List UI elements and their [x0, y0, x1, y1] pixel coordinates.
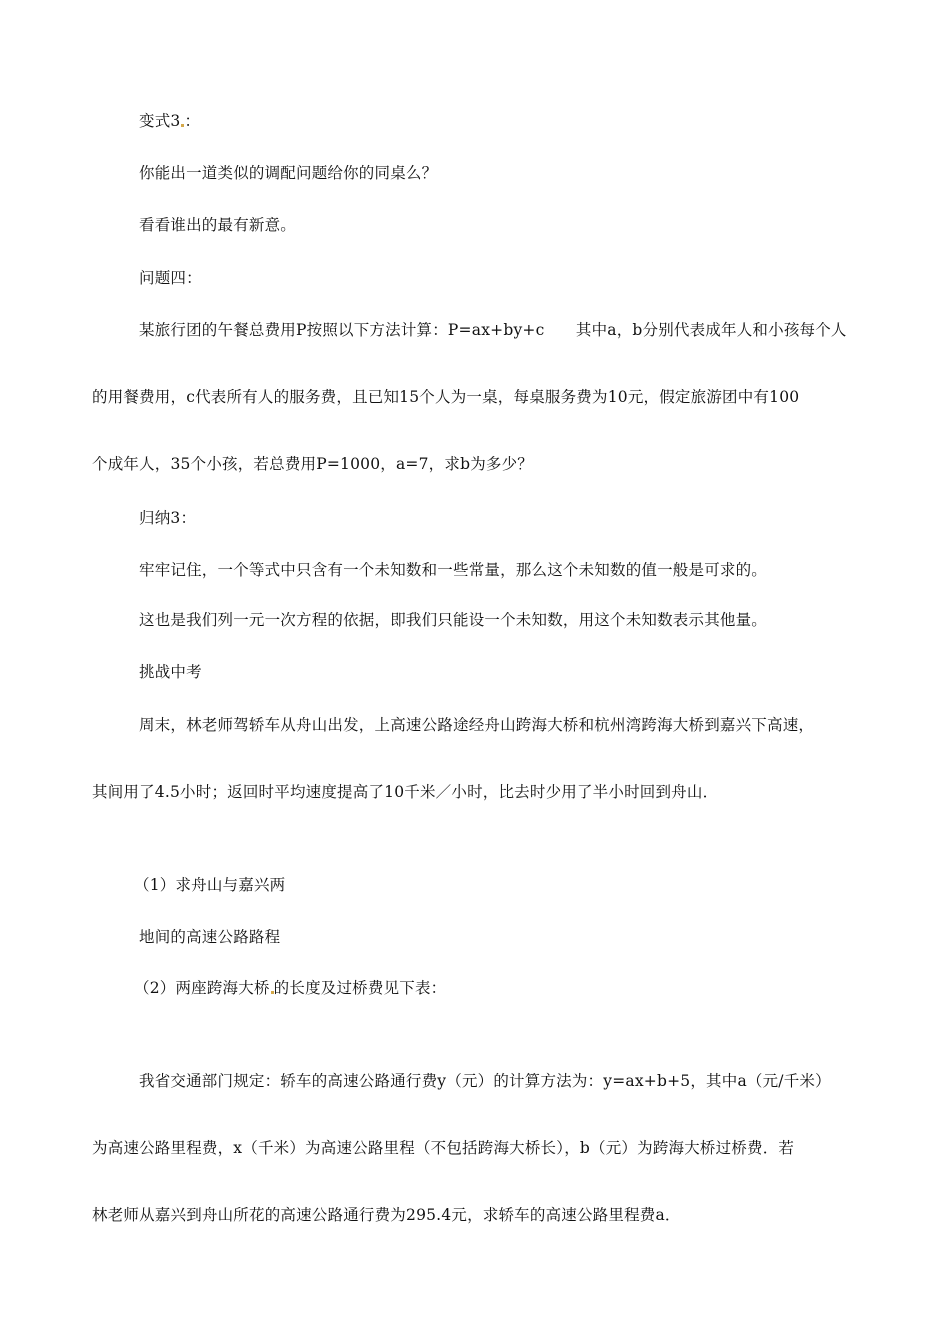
problem-4-line-2: 的用餐费用，c代表所有人的服务费，且已知15个人为一桌，每桌服务费为10元，假定旅游团中有100	[92, 388, 800, 406]
problem-4-heading: 问题四：	[139, 269, 202, 287]
challenge-line-2: 其间用了4.5小时；返回时平均速度提高了10千米／小时，比去时少用了半小时回到舟山．	[92, 783, 719, 801]
summary-3-line-1: 牢牢记住，一个等式中只含有一个未知数和一些常量，那么这个未知数的值一般是可求的。	[139, 561, 768, 579]
sub-question-2-line: （2）两座跨海大桥 的长度及过桥费见下表：	[134, 979, 447, 997]
rule-line-2: 为高速公路里程费，x（千米）为高速公路里程（不包括跨海大桥长），b（元）为跨海大桥过桥费．若	[92, 1139, 795, 1157]
challenge-heading: 挑战中考	[139, 663, 202, 681]
sub-question-1-line-1: （1）求舟山与嘉兴两	[134, 876, 286, 894]
summary-3-line-2: 这也是我们列一元一次方程的依据，即我们只能设一个未知数，用这个未知数表示其他量。	[139, 611, 768, 629]
challenge-line-1: 周末，林老师驾轿车从舟山出发，上高速公路途经舟山跨海大桥和杭州湾跨海大桥到嘉兴下高速，	[139, 716, 815, 734]
sub-question-1-line-2: 地间的高速公路路程	[139, 928, 281, 946]
rule-line-1: 我省交通部门规定：轿车的高速公路通行费y（元）的计算方法为：y=ax+b+5，其中a（元/千米）	[139, 1072, 831, 1090]
paragraph-question: 你能出一道类似的调配问题给你的同桌么？	[139, 164, 438, 182]
problem-4-line-1: 某旅行团的午餐总费用P按照以下方法计算：P=ax+by+c 其中a，b分别代表成年人和小孩每个人	[139, 321, 847, 339]
variant-3-heading: 变式3 ：	[139, 112, 201, 130]
summary-3-heading: 归纳3：	[139, 509, 197, 527]
paragraph-creative: 看看谁出的最有新意。	[139, 216, 297, 234]
rule-line-3: 林老师从嘉兴到舟山所花的高速公路通行费为295.4元，求轿车的高速公路里程费a．	[92, 1206, 681, 1224]
problem-4-line-3: 个成年人，35个小孩，若总费用P=1000，a=7，求b为多少？	[92, 455, 533, 473]
